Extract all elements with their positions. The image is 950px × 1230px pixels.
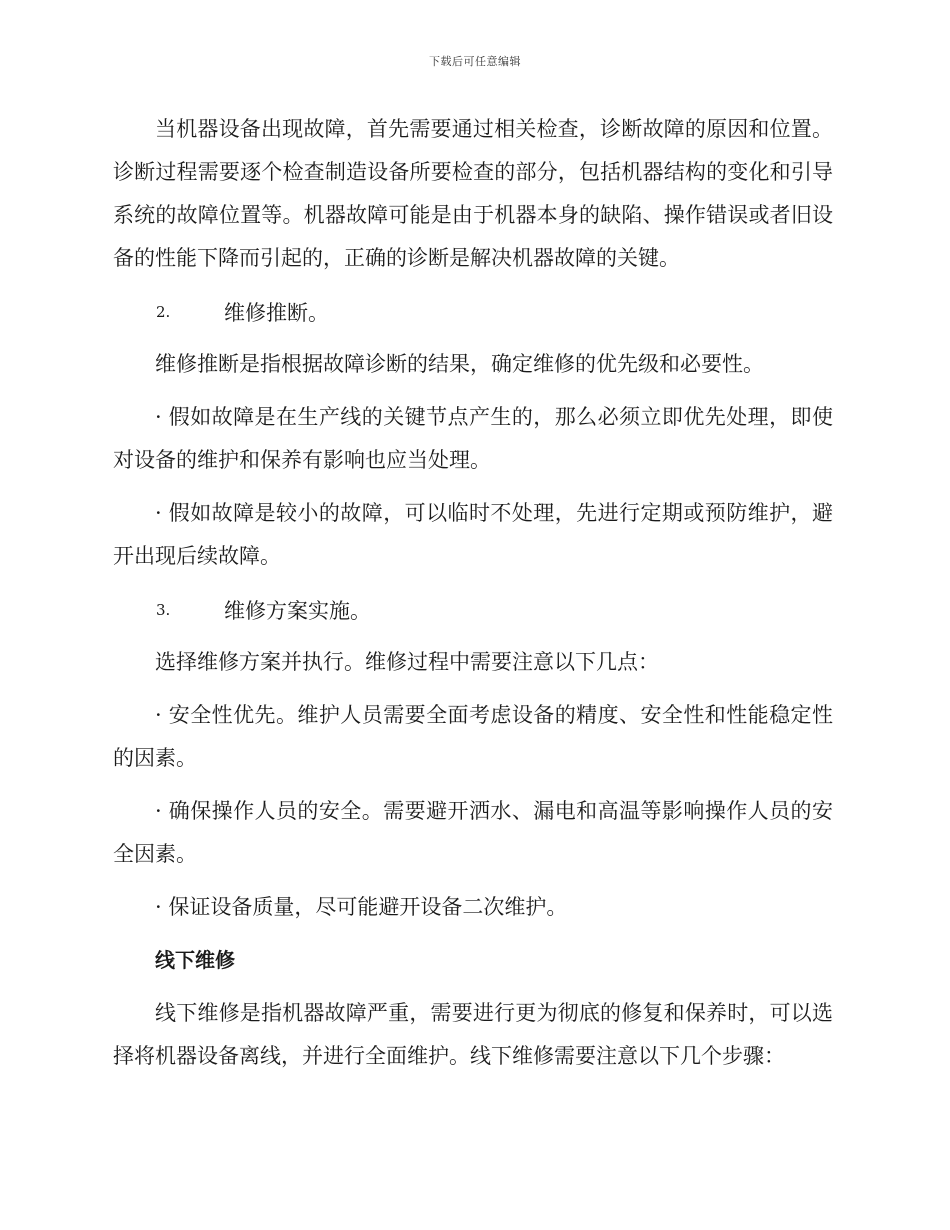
bullet-safety-first: · 安全性优先。维护人员需要全面考虑设备的精度、安全性和性能稳定性的因素。 — [113, 703, 833, 770]
section-heading: 线下维修 — [155, 948, 235, 972]
bullet-equipment-quality: · 保证设备质量，尽可能避开设备二次维护。 — [155, 895, 568, 919]
bullet-critical-fault: · 假如故障是在生产线的关键节点产生的，那么必须立即优先处理，即使对设备的维护和保养有影响也应当处理。 — [113, 405, 833, 472]
numbered-item-3 — [113, 588, 833, 631]
bullet-operator-safety: · 确保操作人员的安全。需要避开洒水、漏电和高温等影响操作人员的安全因素。 — [113, 799, 833, 866]
paragraph-repair-plan: 选择维修方案并执行。维修过程中需要注意以下几点： — [155, 650, 659, 674]
paragraph-offline-repair: 线下维修是指机器故障严重，需要进行更为彻底的修复和保养时，可以选择将机器设备离线，并进行全面维护。线下维修需要注意以下几个步骤： — [113, 1001, 833, 1068]
item-number: 3. — [156, 600, 171, 619]
item-number: 2. — [156, 302, 171, 321]
paragraph-diagnosis: 当机器设备出现故障，首先需要通过相关检查，诊断故障的原因和位置。诊断过程需要逐个检查制造设备所要检查的部分，包括机器结构的变化和引导系统的故障位置等。机器故障可能是由于机器本身的缺陷、操作错误或者旧设备的性能下降而引起的，正确的诊断是解决机器故障的关键。 — [113, 117, 833, 270]
numbered-item-2 — [113, 290, 833, 333]
bullet-minor-fault: · 假如故障是较小的故障，可以临时不处理，先进行定期或预防维护，避开出现后续故障。 — [113, 501, 833, 568]
item-title: 维修方案实施。 — [224, 598, 371, 623]
page-header: 下载后可任意编辑 — [429, 55, 521, 68]
paragraph-repair-inference: 维修推断是指根据故障诊断的结果，确定维修的优先级和必要性。 — [155, 352, 764, 376]
item-title: 维修推断。 — [224, 300, 329, 325]
document-body — [113, 108, 833, 1078]
